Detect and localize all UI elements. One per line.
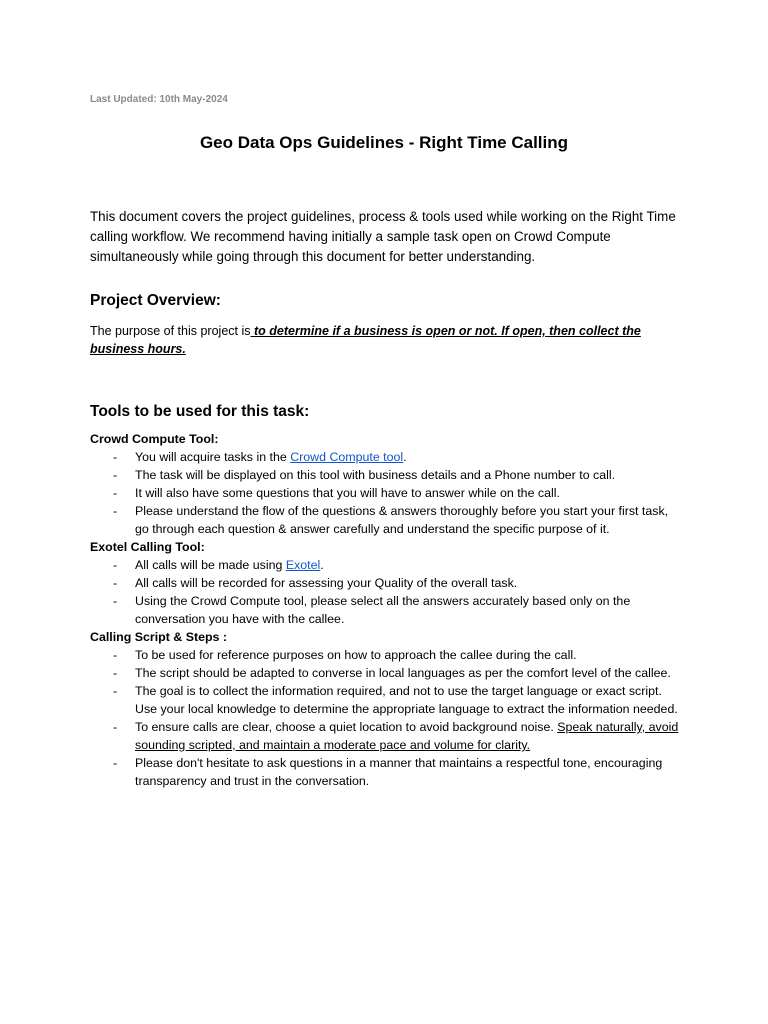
dash-bullet: - (113, 684, 118, 698)
list-item (90, 718, 682, 754)
crowd-compute-link[interactable]: Crowd Compute tool (290, 450, 404, 464)
list-item (90, 574, 682, 592)
list-item (90, 646, 682, 664)
dash-bullet: - (113, 468, 118, 482)
intro-paragraph: This document covers the project guidelines, process & tools used while working on the Right Time calling workflow. We recommend having initially a sample task open on Crowd Compute simultaneously while going through this document for better understanding. (90, 209, 676, 264)
list-item-text: You will acquire tasks in the (135, 450, 291, 464)
crowd-compute-list (90, 448, 682, 538)
list-item-text: The script should be adapted to converse in local languages as per the comfort level of the callee. (135, 666, 671, 680)
purpose-prefix: The purpose of this project is (90, 324, 251, 338)
dash-bullet: - (113, 558, 118, 572)
tools-section (90, 430, 682, 790)
list-item (90, 502, 682, 538)
exotel-list (90, 556, 682, 628)
dash-bullet: - (113, 594, 118, 608)
last-updated-label: Last Updated: 10th May-2024 (90, 94, 228, 105)
list-item-text: To ensure calls are clear, choose a quiet location to avoid background noise. (135, 720, 558, 734)
underlined-guidance: Speak naturally, avoid sounding scripted, and maintain a moderate pace and volume for clarity. (135, 720, 679, 752)
dash-bullet: - (113, 486, 118, 500)
dash-bullet: - (113, 576, 118, 590)
dash-bullet: - (113, 648, 118, 662)
list-item (90, 754, 682, 790)
list-item (90, 556, 682, 574)
calling-script-heading: Calling Script & Steps : (90, 630, 228, 644)
list-item-text: All calls will be made using (135, 558, 286, 572)
list-item (90, 466, 682, 484)
list-item-text: The goal is to collect the information required, and not to use the target language or exact script. Use your local knowledge to determine the appropriate language to extract the information needed. (135, 684, 678, 716)
list-item-text: Using the Crowd Compute tool, please select all the answers accurately based only on the conversation you have with the callee. (135, 594, 631, 626)
dash-bullet: - (113, 450, 118, 464)
list-item (90, 448, 682, 466)
list-item-text: Please understand the flow of the questions & answers thoroughly before you start your first task, go through each question & answer carefully and understand the specific purpose of it. (135, 504, 669, 536)
list-item-text: . (403, 450, 407, 464)
list-item-text: The task will be displayed on this tool with business details and a Phone number to call. (135, 468, 616, 482)
list-item-text: It will also have some questions that you will have to answer while on the call. (135, 486, 560, 500)
list-item (90, 484, 682, 502)
list-item (90, 682, 682, 718)
list-item-text: Please don't hesitate to ask questions in a manner that maintains a respectful tone, encouraging transparency and trust in the conversation. (135, 756, 663, 788)
dash-bullet: - (113, 756, 118, 770)
calling-script-list (90, 646, 682, 790)
purpose-emphasis: to determine if a business is open or not. If open, then collect the business hours. (90, 324, 641, 356)
list-item (90, 664, 682, 682)
exotel-heading: Exotel Calling Tool: (90, 540, 205, 554)
exotel-link[interactable]: Exotel (285, 558, 321, 572)
list-item-text: To be used for reference purposes on how to approach the callee during the call. (135, 648, 577, 662)
purpose-paragraph (90, 322, 682, 358)
dash-bullet: - (113, 666, 118, 680)
list-item (90, 592, 682, 628)
list-item-text: All calls will be recorded for assessing your Quality of the overall task. (135, 576, 518, 590)
document-title: Geo Data Ops Guidelines - Right Time Calling (199, 133, 569, 152)
list-item-text: . (320, 558, 324, 572)
dash-bullet: - (113, 504, 118, 518)
project-overview-heading: Project Overview: (90, 292, 221, 309)
crowd-compute-heading: Crowd Compute Tool: (90, 432, 219, 446)
dash-bullet: - (113, 720, 118, 734)
tools-heading: Tools to be used for this task: (90, 403, 310, 420)
